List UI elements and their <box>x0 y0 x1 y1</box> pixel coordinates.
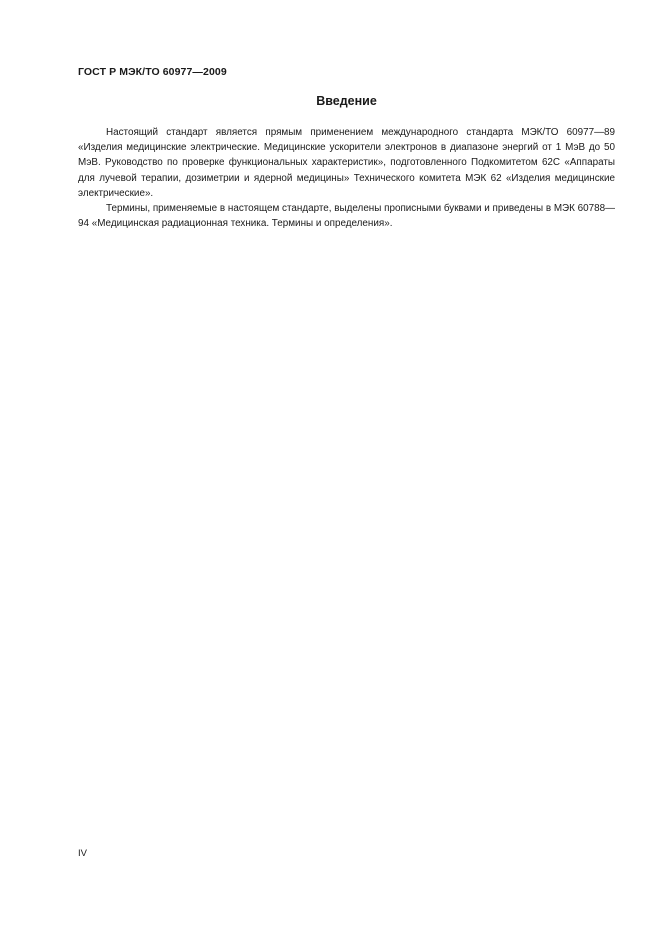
standard-header: ГОСТ Р МЭК/ТО 60977—2009 <box>78 66 227 78</box>
page-number: IV <box>78 848 87 859</box>
paragraph: Термины, применяемые в настоящем стандарте, выделены прописными буквами и приведены в МЭК 60788—94 «Медицинская радиационная техника. Термины и определения». <box>78 203 615 230</box>
body-text <box>78 125 615 231</box>
paragraph: Настоящий стандарт является прямым применением международного стандарта МЭК/ТО 60977—89 «Изделия медицинские электрические. Медицинские ускорители электронов в диапазоне энергий от 1 МэВ до 50 МэВ. Руководство по проверке функциональных характеристик», подготовленного Подкомитетом 62С «Аппараты для лучевой терапии, дозиметрии и ядерной медицины» Технического комитета МЭК 62 «Изделия медицинские электрические». <box>78 127 615 199</box>
section-title: Введение <box>316 94 377 108</box>
